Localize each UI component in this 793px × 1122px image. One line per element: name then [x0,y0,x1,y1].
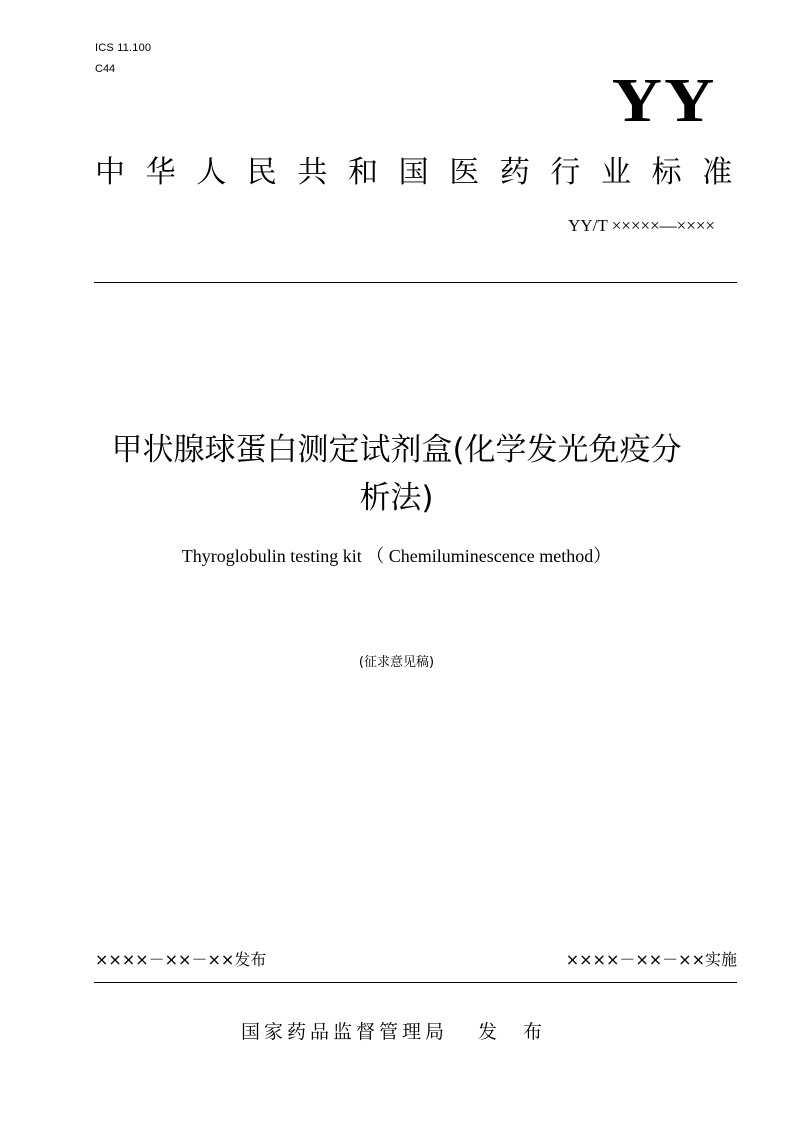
draft-status: (征求意见稿) [358,655,435,670]
issue-action: 发 布 [477,1021,553,1043]
ccs-code: C44 [95,63,116,75]
english-title: Thyroglobulin testing kit （ Chemiluminescence method） [181,546,612,566]
implement-date: ××××－××－××实施 [565,950,737,969]
ics-code: ICS 11.100 [95,42,152,54]
top-divider [94,282,737,283]
bottom-divider [94,982,737,983]
issuing-authority: 国家药品监督管理局 [240,1021,448,1043]
issuer-line [0,1018,793,1046]
publish-date: ××××－××－××发布 [95,950,267,969]
standard-number: YY/T ×××××—×××× [568,216,715,235]
document-title-line-1: 甲状腺球蛋白测定试剂盒(化学发光免疫分 [111,432,682,468]
yy-logo: YY [612,67,717,135]
standard-category-title: 中华人民共和国医药行业标准 [95,155,753,190]
document-title-line-2: 析法) [359,480,434,516]
document-title [60,426,733,522]
